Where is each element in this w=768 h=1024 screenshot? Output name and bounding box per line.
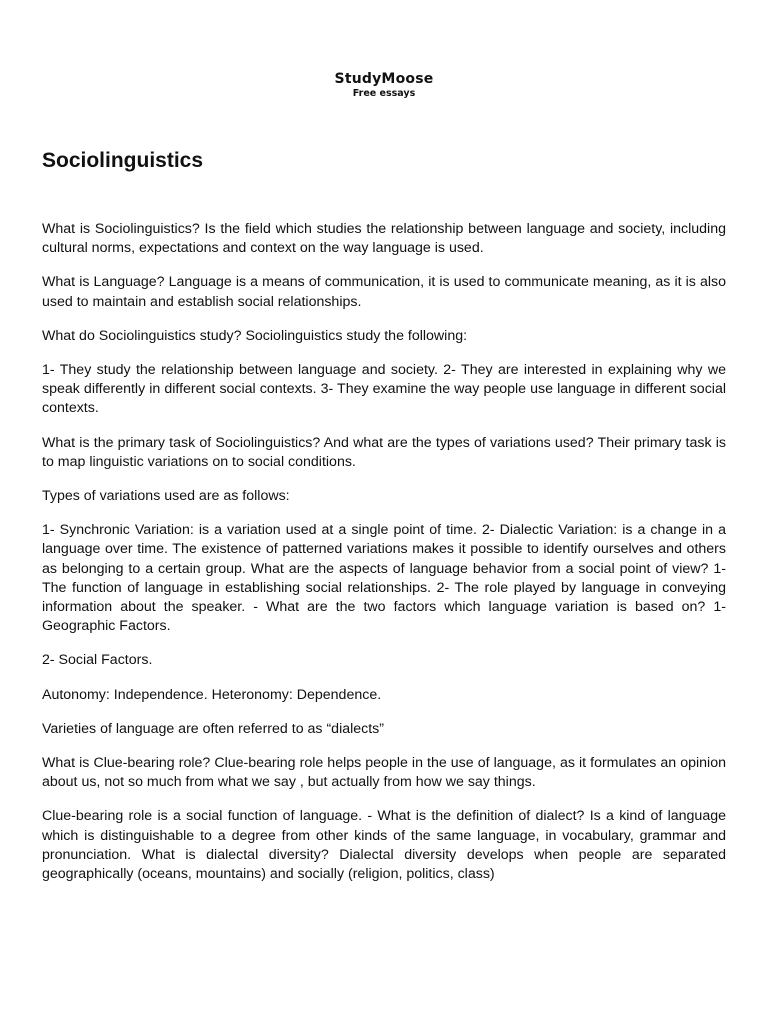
paragraph: What is Sociolinguistics? Is the field which studies the relationship between language and society, including cultural norms, expectations and context on the way language is used.: [42, 221, 726, 257]
brand-logo[interactable]: StudyMoose: [334, 71, 434, 87]
paragraph: 1- Synchronic Variation: is a variation used at a single point of time. 2- Dialectic Variation: is a change in a language over time. The existence of patterned variations makes it possible to identify ourselves and others as belonging to a certain group. What are the aspects of language behavior from a social point of view? 1- The function of language in establishing social relationships. 2- The role played by language in conveying information about the speaker. - What are the two factors which language variation is based on? 1- Geographic Factors.: [42, 522, 726, 635]
paragraph: 2- Social Factors.: [42, 652, 153, 669]
paragraph: What is the primary task of Sociolinguistics? And what are the types of variations used? Their primary task is to map linguistic variations on to social conditions.: [42, 434, 726, 470]
page-title: Sociolinguistics: [42, 149, 204, 172]
site-header: [0, 70, 768, 100]
brand-subtitle: Free essays: [352, 88, 416, 99]
paragraph: Varieties of language are often referred to as “dialects”: [42, 720, 385, 737]
paragraph: What do Sociolinguistics study? Sociolinguistics study the following:: [42, 327, 468, 344]
paragraph: Types of variations used are as follows:: [42, 488, 290, 505]
essay-body: [42, 220, 726, 899]
paragraph: Autonomy: Independence. Heteronomy: Dependence.: [42, 686, 382, 703]
paragraph: What is Language? Language is a means of communication, it is used to communicate meaning, as it is also used to maintain and establish social relationships.: [42, 274, 726, 310]
paragraph: Clue-bearing role is a social function of language. - What is the definition of dialect? Is a kind of language which is distinguishable to a degree from other kinds of the same language, in vocabulary, grammar and pronunciation. What is dialectal diversity? Dialectal diversity develops when people are separated geographically (oceans, mountains) and socially (religion, politics, class): [42, 808, 726, 883]
paragraph: 1- They study the relationship between language and society. 2- They are interested in explaining why we speak differently in different social contexts. 3- They examine the way people use language in different social contexts.: [42, 362, 726, 417]
paragraph: What is Clue-bearing role? Clue-bearing role helps people in the use of language, as it formulates an opinion about us, not so much from what we say , but actually from how we say things.: [42, 755, 726, 791]
